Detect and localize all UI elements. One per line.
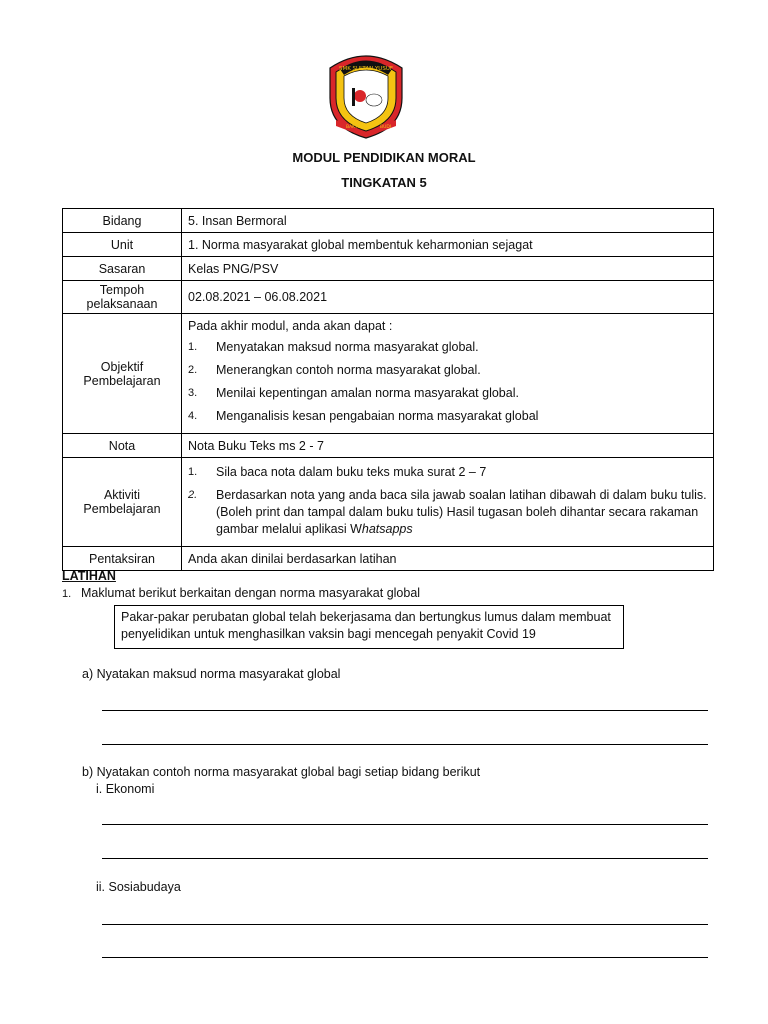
latihan-heading: LATIHAN — [62, 569, 116, 583]
answer-line[interactable] — [102, 957, 708, 958]
crest-motto-left: BAKTI — [346, 125, 359, 130]
question-b-ii: ii. Sosiabudaya — [96, 880, 181, 894]
objektif-label-line1: Objektif — [100, 359, 144, 374]
objektif-label-line2: Pembelajaran — [83, 373, 161, 388]
row-aktiviti — [63, 458, 714, 547]
row-objektif — [63, 314, 714, 434]
sasaran-label: Sasaran — [63, 257, 182, 281]
unit-label: Unit — [63, 233, 182, 257]
list-item: 2. Berdasarkan nota yang anda baca sila jawab soalan latihan dibawah di dalam buku tulis.(Boleh print dan tampal dalam buku tulis) Hasil tugasan boleh dihantar secara rakaman gambar melalui aplikasi Whatsapps — [188, 488, 707, 536]
module-title: MODUL PENDIDIKAN MORAL — [292, 150, 476, 165]
unit-value: 1. Norma masyarakat global membentuk keharmonian sejagat — [182, 233, 714, 257]
bidang-value: 5. Insan Bermoral — [182, 209, 714, 233]
row-pentaksiran — [63, 547, 714, 571]
tempoh-value: 02.08.2021 – 06.08.2021 — [182, 281, 714, 314]
objektif-intro: Pada akhir modul, anda akan dapat : — [188, 319, 393, 333]
module-info-table — [62, 208, 714, 571]
question-b-i: i. Ekonomi — [96, 782, 155, 796]
answer-line[interactable] — [102, 858, 708, 859]
list-item: 4. Menganalisis kesan pengabaian norma masyarakat global — [188, 409, 539, 423]
tempoh-label: Tempoh pelaksanaan — [63, 281, 182, 314]
row-sasaran — [63, 257, 714, 281]
list-item: 2. Menerangkan contoh norma masyarakat global. — [188, 363, 481, 377]
list-item: 3. Menilai kepentingan amalan norma masyarakat global. — [188, 386, 519, 400]
row-bidang — [63, 209, 714, 233]
aktiviti-label: Aktiviti Pembelajaran — [63, 458, 182, 547]
aktiviti-value — [182, 458, 714, 547]
question-1 — [62, 586, 420, 600]
school-crest-logo — [322, 48, 410, 140]
question-1-text: Maklumat berikut berkaitan dengan norma masyarakat global — [81, 586, 421, 600]
scenario-box: Pakar-pakar perubatan global telah bekerjasama dan bertungkus lumus dalam membuat penyelidikan untuk menghasilkan vaksin bagi mencegah penyakit Covid 19 — [114, 605, 624, 649]
answer-line[interactable] — [102, 744, 708, 745]
row-nota — [63, 434, 714, 458]
answer-line[interactable] — [102, 710, 708, 711]
aktiviti-list — [188, 464, 707, 538]
question-1-number: 1. — [62, 588, 72, 600]
answer-line[interactable] — [102, 824, 708, 825]
row-tempoh — [63, 281, 714, 314]
crest-motto-right: BUDI — [380, 125, 392, 130]
nota-label: Nota — [63, 434, 182, 458]
objektif-value — [182, 314, 714, 434]
answer-line[interactable] — [102, 924, 708, 925]
crest-banner-text: SMK SULTAN YUSUF — [338, 66, 394, 72]
pentaksiran-label: Pentaksiran — [63, 547, 182, 571]
pentaksiran-value: Anda akan dinilai berdasarkan latihan — [182, 547, 714, 571]
list-item: 1. Sila baca nota dalam buku teks muka surat 2 – 7 — [188, 465, 487, 479]
bidang-label: Bidang — [63, 209, 182, 233]
question-b: b) Nyatakan contoh norma masyarakat global bagi setiap bidang berikut — [82, 765, 481, 779]
nota-value: Nota Buku Teks ms 2 - 7 — [182, 434, 714, 458]
sasaran-value: Kelas PNG/PSV — [182, 257, 714, 281]
row-unit — [63, 233, 714, 257]
question-a: a) Nyatakan maksud norma masyarakat global — [82, 667, 341, 681]
list-item: 1. Menyatakan maksud norma masyarakat global. — [188, 340, 479, 354]
objektif-list — [188, 339, 707, 425]
objektif-label — [63, 314, 182, 434]
module-level: TINGKATAN 5 — [341, 175, 427, 190]
